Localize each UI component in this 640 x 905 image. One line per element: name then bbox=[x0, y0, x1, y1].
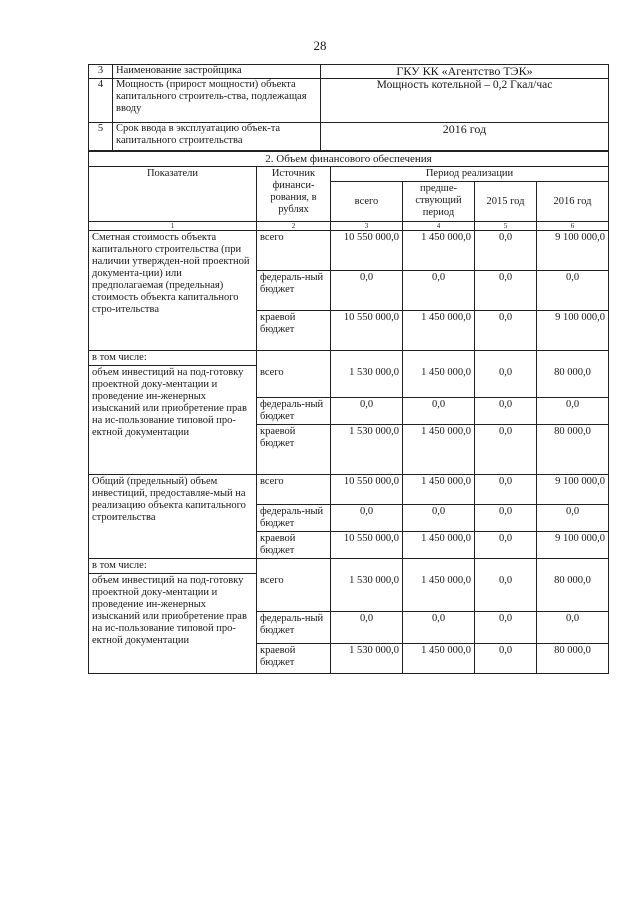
header-period: Период реализации bbox=[331, 167, 609, 182]
table-row bbox=[89, 475, 609, 505]
passport-row bbox=[89, 65, 609, 79]
source-cell: краевой бюджет bbox=[257, 425, 331, 475]
source-cell: федераль-ный бюджет bbox=[257, 612, 331, 644]
passport-row bbox=[89, 123, 609, 151]
row-number: 3 bbox=[89, 65, 113, 79]
value-2016: 9 100 000,0 bbox=[537, 231, 609, 271]
value-2015: 0,0 bbox=[475, 398, 537, 425]
value-2015: 0,0 bbox=[475, 366, 537, 398]
row-number: 5 bbox=[89, 123, 113, 151]
source-cell: федераль-ный бюджет bbox=[257, 398, 331, 425]
indicator-label: Общий (предельный) объем инвестиций, предоставляе-мый на реализацию объекта капитального строительства bbox=[89, 475, 257, 559]
value-2016: 80 000,0 bbox=[537, 644, 609, 674]
col-index: 4 bbox=[403, 222, 475, 231]
value-total: 10 550 000,0 bbox=[331, 231, 403, 271]
value-prev: 1 450 000,0 bbox=[403, 311, 475, 351]
value-2016: 0,0 bbox=[537, 612, 609, 644]
row-label: Срок ввода в эксплуатацию объек-та капитального строительства bbox=[113, 123, 321, 151]
value-2015: 0,0 bbox=[475, 271, 537, 311]
value-2016: 0,0 bbox=[537, 271, 609, 311]
value-prev: 1 450 000,0 bbox=[403, 366, 475, 398]
row-value: 2016 год bbox=[321, 123, 609, 151]
value-total: 1 530 000,0 bbox=[331, 366, 403, 398]
value-2015: 0,0 bbox=[475, 612, 537, 644]
value-prev: 1 450 000,0 bbox=[403, 425, 475, 475]
value-prev: 1 450 000,0 bbox=[403, 574, 475, 612]
col-index: 2 bbox=[257, 222, 331, 231]
indicator-label: объем инвестиций на под-готовку проектной доку-ментации и проведение ин-женерных изысканий или приобретение прав на ис-пользование типовой про-ектной документации bbox=[89, 574, 257, 674]
header-source: Источник финанси-рования, в рублях bbox=[257, 167, 331, 222]
header-indicators: Показатели bbox=[89, 167, 257, 222]
value-2015: 0,0 bbox=[475, 475, 537, 505]
value-prev: 0,0 bbox=[403, 505, 475, 532]
passport-row bbox=[89, 79, 609, 123]
value-prev: 1 450 000,0 bbox=[403, 231, 475, 271]
section-title: 2. Объем финансового обеспечения bbox=[89, 152, 609, 167]
value-2015: 0,0 bbox=[475, 311, 537, 351]
row-value: Мощность котельной – 0,2 Гкал/час bbox=[321, 79, 609, 123]
value-2016: 9 100 000,0 bbox=[537, 532, 609, 559]
value-prev: 0,0 bbox=[403, 271, 475, 311]
value-total: 0,0 bbox=[331, 505, 403, 532]
passport-table bbox=[88, 64, 609, 151]
source-cell: краевой бюджет bbox=[257, 644, 331, 674]
value-2015: 0,0 bbox=[475, 532, 537, 559]
value-2015: 0,0 bbox=[475, 231, 537, 271]
value-2016: 80 000,0 bbox=[537, 366, 609, 398]
header-total: всего bbox=[331, 182, 403, 222]
col-index: 5 bbox=[475, 222, 537, 231]
header-2016: 2016 год bbox=[537, 182, 609, 222]
source-cell: всего bbox=[257, 574, 331, 612]
value-total: 1 530 000,0 bbox=[331, 644, 403, 674]
source-cell: всего bbox=[257, 475, 331, 505]
indicator-label: Сметная стоимость объекта капитального строительства (при наличии утвержден-ной проектной документа-ции) или предполагаемая (предельная) стоимость объекта капитального стро-ительства bbox=[89, 231, 257, 351]
value-total: 0,0 bbox=[331, 398, 403, 425]
header-previous: предше-ствующий период bbox=[403, 182, 475, 222]
value-total: 0,0 bbox=[331, 271, 403, 311]
value-total: 10 550 000,0 bbox=[331, 311, 403, 351]
subheading: в том числе: bbox=[89, 559, 257, 574]
value-prev: 1 450 000,0 bbox=[403, 644, 475, 674]
value-2015: 0,0 bbox=[475, 505, 537, 532]
value-2015: 0,0 bbox=[475, 425, 537, 475]
value-prev: 0,0 bbox=[403, 612, 475, 644]
source-cell: всего bbox=[257, 366, 331, 398]
row-label: Наименование застройщика bbox=[113, 65, 321, 79]
value-total: 10 550 000,0 bbox=[331, 532, 403, 559]
page-number: 28 bbox=[313, 38, 327, 53]
value-2016: 0,0 bbox=[537, 505, 609, 532]
col-index: 1 bbox=[89, 222, 257, 231]
value-total: 0,0 bbox=[331, 612, 403, 644]
value-2016: 80 000,0 bbox=[537, 574, 609, 612]
value-prev: 1 450 000,0 bbox=[403, 475, 475, 505]
col-index: 3 bbox=[331, 222, 403, 231]
source-cell: федераль-ный бюджет bbox=[257, 505, 331, 532]
table-row bbox=[89, 574, 609, 612]
row-value: ГКУ КК «Агентство ТЭК» bbox=[321, 65, 609, 79]
source-cell: всего bbox=[257, 231, 331, 271]
value-total: 10 550 000,0 bbox=[331, 475, 403, 505]
value-2016: 80 000,0 bbox=[537, 425, 609, 475]
value-prev: 0,0 bbox=[403, 398, 475, 425]
value-total: 1 530 000,0 bbox=[331, 425, 403, 475]
value-2015: 0,0 bbox=[475, 574, 537, 612]
value-2016: 9 100 000,0 bbox=[537, 475, 609, 505]
table-row bbox=[89, 231, 609, 271]
source-cell: федераль-ный бюджет bbox=[257, 271, 331, 311]
table-row bbox=[89, 366, 609, 398]
value-2015: 0,0 bbox=[475, 644, 537, 674]
source-cell: краевой бюджет bbox=[257, 532, 331, 559]
indicator-label: объем инвестиций на под-готовку проектной доку-ментации и проведение ин-женерных изысканий или приобретение прав на ис-пользование типовой про-ектной документации bbox=[89, 366, 257, 475]
subheading: в том числе: bbox=[89, 351, 257, 366]
source-cell: краевой бюджет bbox=[257, 311, 331, 351]
row-label: Мощность (прирост мощности) объекта капитального строитель-ства, подлежащая вводу bbox=[113, 79, 321, 123]
value-total: 1 530 000,0 bbox=[331, 574, 403, 612]
document-sheet bbox=[88, 64, 608, 674]
row-number: 4 bbox=[89, 79, 113, 123]
col-index: 6 bbox=[537, 222, 609, 231]
value-2016: 0,0 bbox=[537, 398, 609, 425]
finance-table bbox=[88, 151, 609, 674]
value-2016: 9 100 000,0 bbox=[537, 311, 609, 351]
value-prev: 1 450 000,0 bbox=[403, 532, 475, 559]
header-2015: 2015 год bbox=[475, 182, 537, 222]
